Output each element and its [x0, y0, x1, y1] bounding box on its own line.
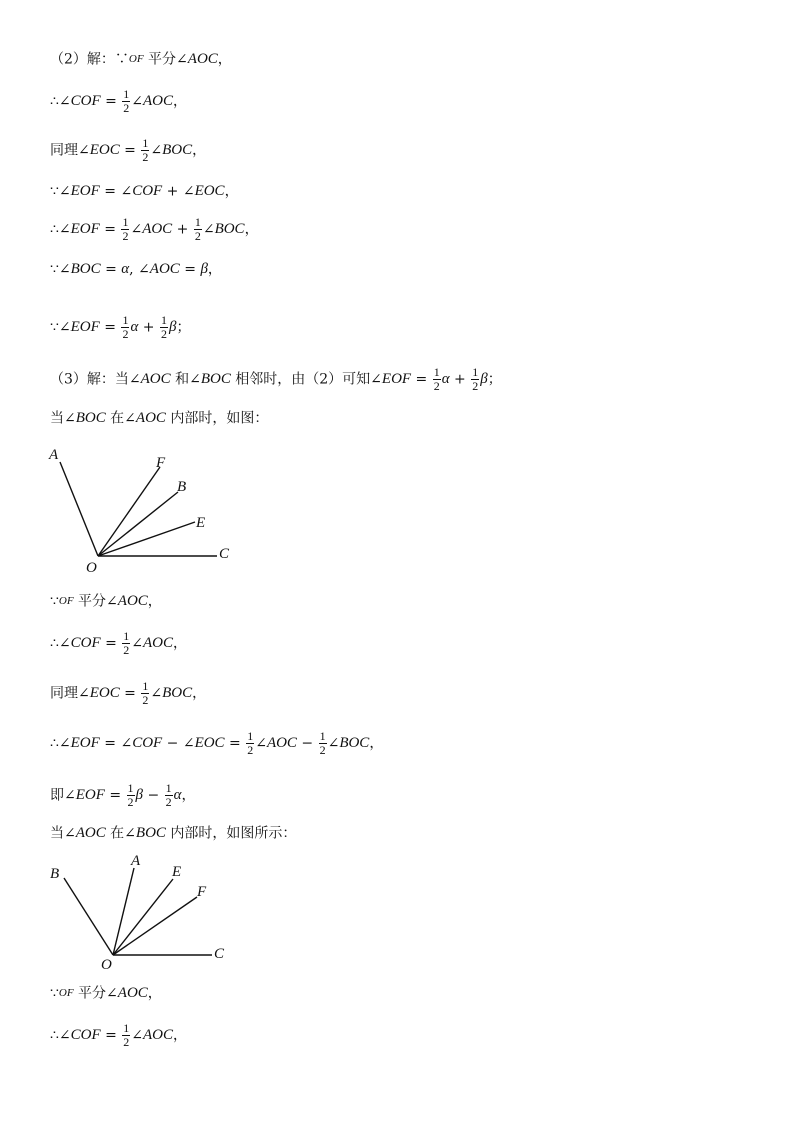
- fraction-half: $\frac{1}{2}$: [123, 629, 130, 658]
- line-cof-half-aoc: ∴∠COF = $\frac{1}{2}$ ∠AOC，: [50, 87, 188, 116]
- line-eof-difference: ∴∠EOF = ∠COF − ∠EOC = $\frac{1}{2}$ ∠AOC − $\frac{1}{2}$ ∠BOC，: [50, 729, 384, 758]
- line-eof-result-2: 即∠EOF = $\frac{1}{2}$ β − $\frac{1}{2}$ α，: [50, 781, 196, 810]
- label-c: C: [219, 546, 230, 562]
- ray-ob: [98, 492, 178, 556]
- label-a: A: [131, 853, 141, 869]
- label-e: E: [196, 515, 206, 531]
- line-eoc-half-boc: 同理∠EOC = $\frac{1}{2}$ ∠BOC，: [50, 136, 207, 165]
- line-alpha-beta-def: ∵∠BOC = α, ∠AOC = β，: [50, 261, 222, 278]
- fraction-half: $\frac{1}{2}$: [472, 365, 479, 394]
- fraction-half: $\frac{1}{2}$: [165, 781, 172, 810]
- line-eof-half-sum: ∴∠EOF = $\frac{1}{2}$ ∠AOC + $\frac{1}{2}$ ∠BOC，: [50, 215, 259, 244]
- ray-oa: [60, 462, 98, 556]
- label-e: E: [172, 864, 182, 880]
- fraction-half: $\frac{1}{2}$: [127, 781, 134, 810]
- fraction-half: $\frac{1}{2}$: [319, 729, 326, 758]
- ray-ob: [64, 878, 113, 955]
- line-cof-half-aoc-3: ∴∠COF = $\frac{1}{2}$ ∠AOC，: [50, 1021, 188, 1050]
- line-cof-half-aoc-2: ∴∠COF = $\frac{1}{2}$ ∠AOC，: [50, 629, 188, 658]
- angle-figure-1: [40, 440, 250, 580]
- label-f: F: [156, 455, 166, 471]
- fraction-half: $\frac{1}{2}$: [123, 87, 130, 116]
- line-eof-sum: ∵∠EOF = ∠COF + ∠EOC，: [50, 183, 239, 200]
- fraction-half: $\frac{1}{2}$: [123, 1021, 130, 1050]
- line-aoc-inside-boc: 当∠AOC 在∠BOC 内部时，如图所示：: [50, 825, 297, 842]
- line-2-intro: （2）解：∵OF 平分∠AOC，: [50, 51, 232, 68]
- label-o: O: [101, 957, 112, 973]
- label-c: C: [214, 946, 225, 962]
- label-b: B: [177, 479, 187, 495]
- label-o: O: [86, 560, 97, 576]
- label-b: B: [50, 866, 60, 882]
- fraction-half: $\frac{1}{2}$: [122, 215, 129, 244]
- fraction-half: $\frac{1}{2}$: [160, 313, 167, 342]
- line-eoc-half-boc-2: 同理∠EOC = $\frac{1}{2}$ ∠BOC，: [50, 679, 207, 708]
- fraction-half: $\frac{1}{2}$: [122, 313, 129, 342]
- fraction-half: $\frac{1}{2}$: [247, 729, 254, 758]
- angle-figure-2: [40, 848, 240, 976]
- ray-of: [98, 467, 160, 556]
- fraction-half: $\frac{1}{2}$: [194, 215, 201, 244]
- line-of-bisects-2: ∵OF 平分∠AOC，: [50, 985, 162, 1002]
- fraction-half: $\frac{1}{2}$: [142, 679, 149, 708]
- ray-oe: [98, 522, 195, 556]
- label-f: F: [197, 884, 207, 900]
- line-boc-inside-aoc: 当∠BOC 在∠AOC 内部时，如图：: [50, 410, 269, 427]
- label-a: A: [49, 447, 59, 463]
- line-of-bisects: ∵OF 平分∠AOC，: [50, 593, 162, 610]
- line-3-intro: （3）解：当∠AOC 和∠BOC 相邻时，由（2）可知∠EOF = $\frac{1}{2}$ α + $\frac{1}{2}$ β；: [50, 365, 502, 394]
- fraction-half: $\frac{1}{2}$: [142, 136, 149, 165]
- fraction-half: $\frac{1}{2}$: [433, 365, 440, 394]
- line-eof-result: ∵∠EOF = $\frac{1}{2}$ α + $\frac{1}{2}$ β；: [50, 313, 191, 342]
